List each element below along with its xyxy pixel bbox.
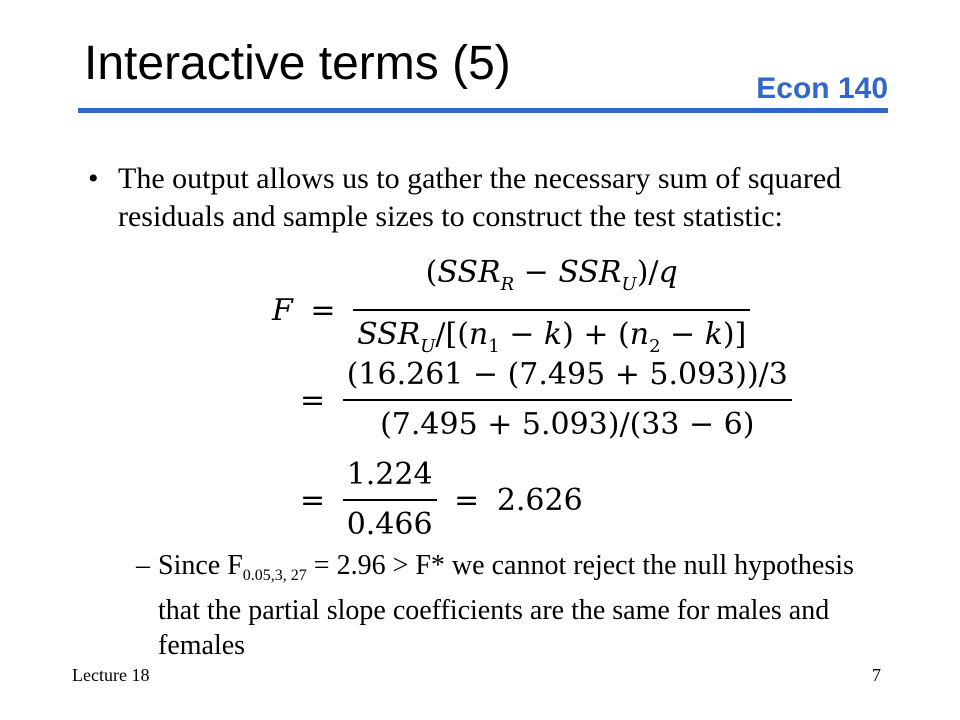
sub-bullet-rest: = 2.96 > F* we cannot reject the null hypothesis that the partial slope coefficients are the same for males and females xyxy=(158,550,854,661)
title-rule xyxy=(78,108,888,113)
equation-lhs: F xyxy=(272,292,293,328)
critical-value-subscript: 0.05,3, 27 xyxy=(242,567,307,584)
equation-line-2 xyxy=(300,352,792,448)
numerator-simplified: 1.224 xyxy=(346,457,433,492)
equation-line-3 xyxy=(300,452,591,548)
denominator-simplified: 0.466 xyxy=(346,507,433,542)
fraction-simplified xyxy=(343,452,437,548)
f-statistic-result: 2.626 xyxy=(496,482,583,518)
fraction-bar xyxy=(343,399,792,401)
equals-sign: = xyxy=(300,482,326,518)
dash-bullet-icon: – xyxy=(136,550,150,581)
footer-lecture: Lecture 18 xyxy=(72,665,150,685)
bullet-item xyxy=(88,160,888,236)
equals-sign: = xyxy=(454,482,480,518)
course-label: Econ 140 xyxy=(756,72,888,105)
sub-bullet-text xyxy=(158,548,896,663)
denominator-general: $SSR_U/[(n_1 - k) + (n_2 - k)]$ xyxy=(357,317,747,357)
bullet-text: The output allows us to gather the necessary sum of squared residuals and sample sizes to construct the test statistic: xyxy=(118,162,842,233)
slide-title: Interactive terms (5) xyxy=(84,37,511,90)
sub-bullet-prefix: Since F xyxy=(158,550,243,581)
sub-bullet-item xyxy=(136,548,896,663)
equals-sign: = xyxy=(310,292,336,328)
denominator-numeric: (7.495 + 5.093)/(33 − 6) xyxy=(380,407,755,442)
bullet-dot-icon: • xyxy=(88,162,99,195)
fraction-numeric xyxy=(343,352,792,448)
footer-page-number: 7 xyxy=(872,665,881,685)
numerator-general: $(SSR_R - SSR_U)/q$ xyxy=(425,255,678,295)
numerator-numeric: (16.261 − (7.495 + 5.093))/3 xyxy=(346,357,788,392)
fraction-bar xyxy=(343,499,437,501)
fraction-bar xyxy=(353,309,750,311)
equals-sign: = xyxy=(300,382,326,418)
